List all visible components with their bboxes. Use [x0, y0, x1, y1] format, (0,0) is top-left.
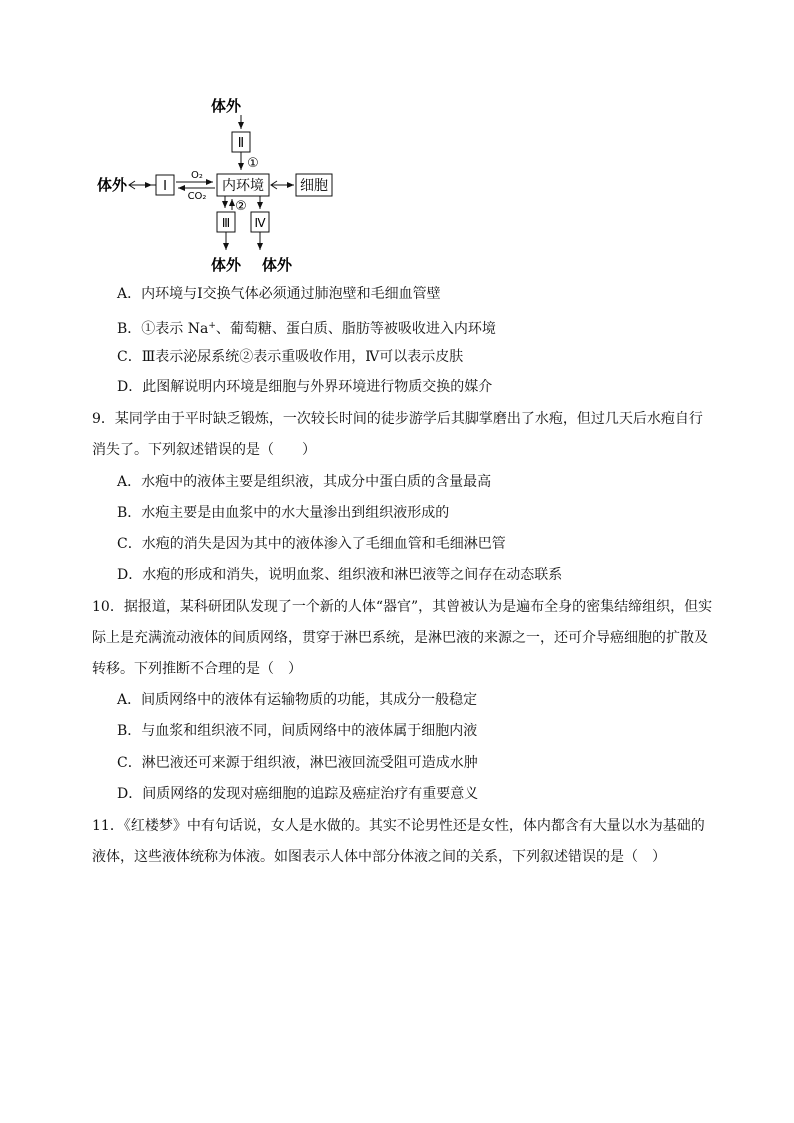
q10-option-c: C．淋巴液还可来源于组织液，淋巴液回流受阻可造成水肿: [117, 755, 478, 771]
o2-label: O₂: [191, 170, 203, 181]
box-i-label: Ⅰ: [163, 179, 167, 194]
q9-option-d: D．水疱的形成和消失，说明血浆、组织液和淋巴液等之间存在动态联系: [117, 567, 563, 583]
q8-option-b-post: 、葡萄糖、蛋白质、脂肪等被吸收进入内环境: [215, 321, 496, 337]
q9-option-c: C．水疱的消失是因为其中的液体渗入了毛细血管和毛细淋巴管: [117, 536, 506, 552]
q9-option-b: B．水疱主要是由血浆中的水大量渗出到组织液形成的: [117, 505, 450, 521]
q10-stem-line3: 转移。下列推断不合理的是（ ）: [92, 661, 302, 677]
q11-stem-line1: 11．《红楼梦》中有句话说，女人是水做的。其实不论男性还是女性，体内都含有大量以水为基础的: [92, 818, 705, 834]
q10-stem-line1: 10．据报道，某科研团队发现了一个新的人体“器官”，其曾被认为是遍布全身的密集结缔组织，但实: [92, 599, 713, 615]
q10-option-b: B．与血浆和组织液不同，间质网络中的液体属于细胞内液: [117, 723, 478, 739]
q10-option-d: D．间质网络的发现对癌细胞的追踪及癌症治疗有重要意义: [117, 786, 479, 802]
bottom-right-outside-label: 体外: [262, 256, 293, 274]
q9-stem-line2: 消失了。下列叙述错误的是（ ）: [92, 442, 316, 458]
box-iii-label: Ⅲ: [221, 216, 231, 230]
circle-2-label: ②: [235, 199, 247, 214]
q9-stem-line1: 9．某同学由于平时缺乏锻炼，一次较长时间的徒步游学后其脚掌磨出了水疱，但过几天后水疱自行: [92, 411, 703, 427]
internal-environment-label: 内环境: [222, 178, 264, 194]
co2-label: CO₂: [187, 191, 207, 202]
q8-option-c: C．Ⅲ表示泌尿系统②表示重吸收作用，Ⅳ可以表示皮肤: [117, 349, 464, 365]
q8-option-a: A．内环境与Ⅰ交换气体必须通过肺泡壁和毛细血管壁: [117, 286, 441, 302]
box-ii-label: Ⅱ: [237, 136, 245, 151]
circle-1-label: ①: [247, 156, 259, 171]
q8-option-d: D．此图解说明内环境是细胞与外界环境进行物质交换的媒介: [117, 379, 493, 395]
q8-option-b: [117, 316, 496, 339]
top-outside-label: 体外: [210, 97, 242, 115]
internal-environment-diagram: [84, 86, 344, 278]
box-iv-label: Ⅳ: [254, 216, 266, 230]
q10-stem-line2: 际上是充满流动液体的间质网络，贯穿于淋巴系统，是淋巴液的来源之一，还可介导癌细胞的扩散及: [92, 630, 708, 646]
q11-stem-line2: 液体，这些液体统称为体液。如图表示人体中部分体液之间的关系，下列叙述错误的是（ ）: [92, 849, 666, 865]
q10-option-a: A．间质网络中的液体有运输物质的功能，其成分一般稳定: [117, 692, 478, 708]
left-outside-label: 体外: [96, 176, 128, 194]
diagram-svg: [84, 86, 344, 278]
q8-option-b-sup: +: [208, 321, 216, 331]
q9-option-a: A．水疱中的液体主要是组织液，其成分中蛋白质的含量最高: [117, 474, 492, 490]
q8-option-b-pre: B．①表示 Na: [117, 321, 209, 337]
bottom-left-outside-label: 体外: [210, 256, 242, 274]
cell-label: 细胞: [300, 178, 328, 194]
